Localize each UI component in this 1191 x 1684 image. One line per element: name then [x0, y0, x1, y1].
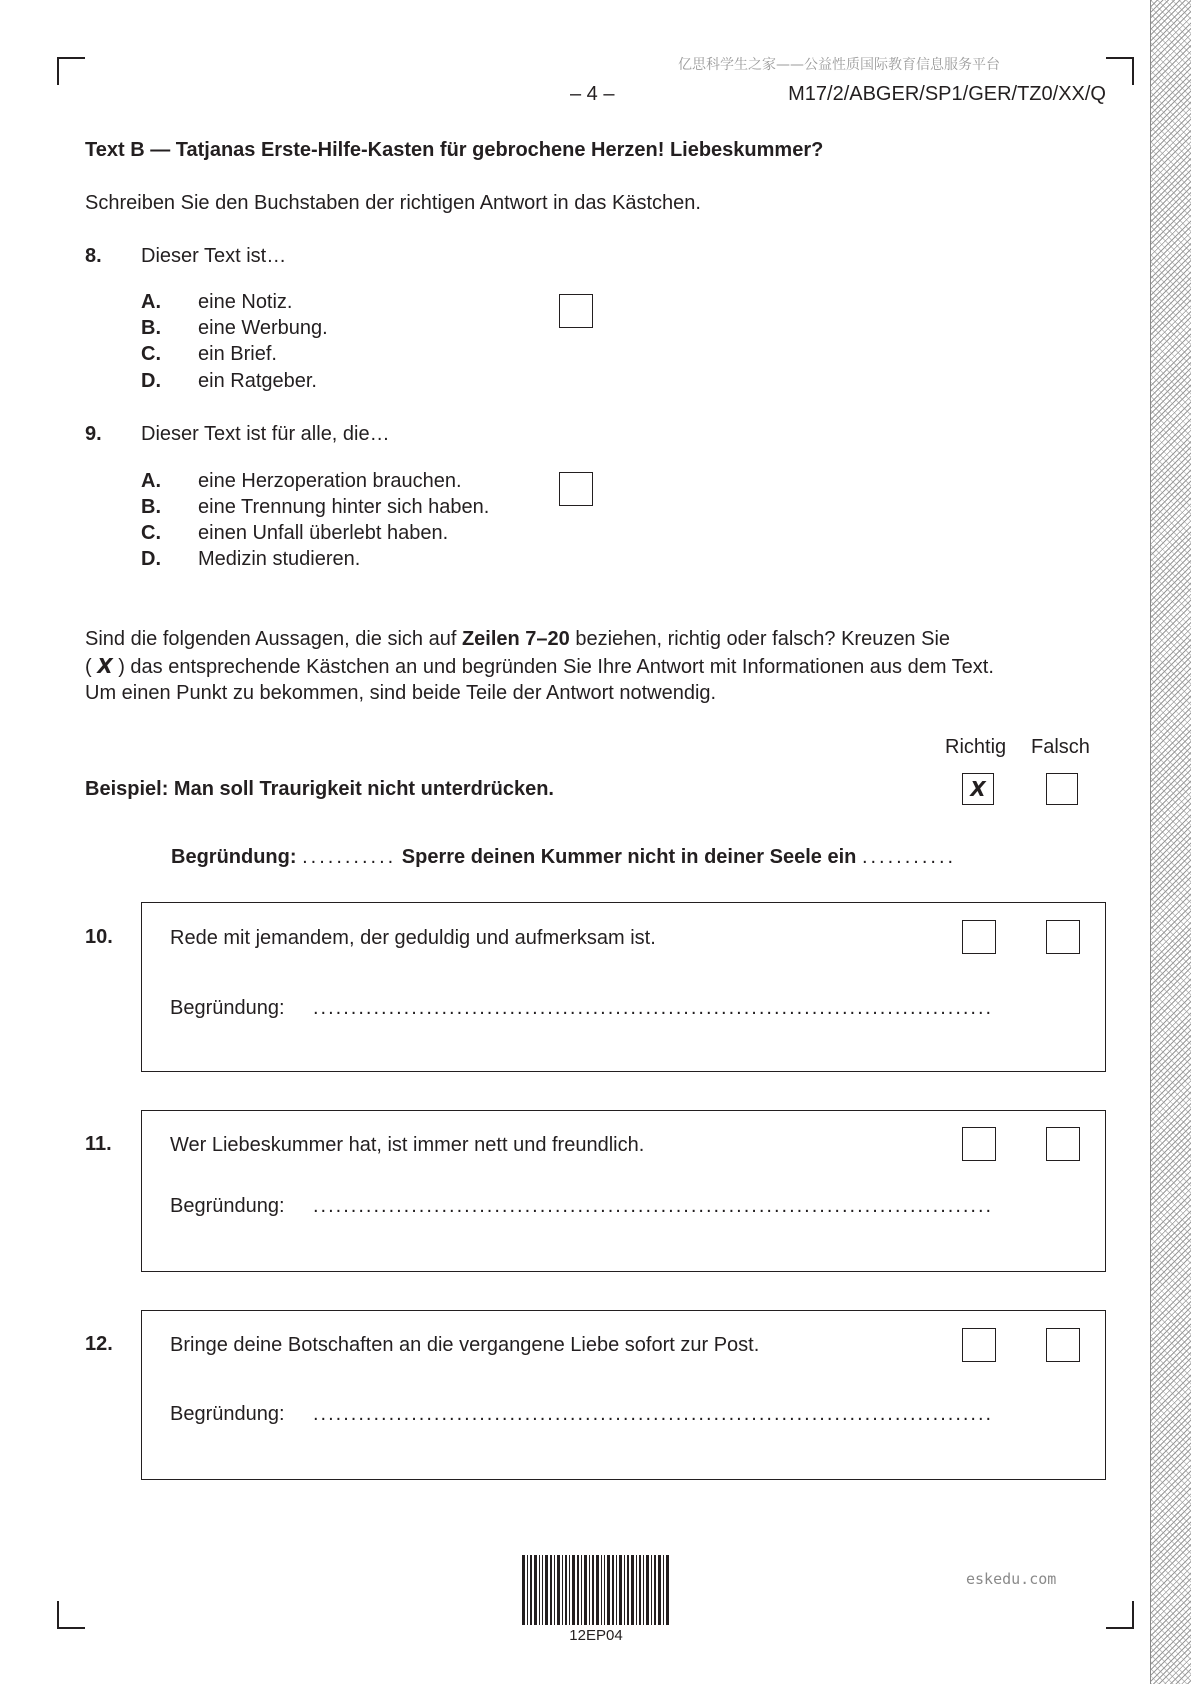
- richtig-checkbox-10[interactable]: [962, 920, 996, 954]
- option-letter: B.: [141, 317, 161, 339]
- crop-mark-bottom-right: [1106, 1601, 1134, 1629]
- question-number: 10.: [85, 926, 113, 948]
- site-watermark[interactable]: eskedu.com: [966, 1570, 1057, 1588]
- option-text: eine Trennung hinter sich haben.: [198, 496, 490, 518]
- column-header-falsch: Falsch: [1031, 736, 1090, 758]
- crop-mark-bottom-left: [57, 1601, 85, 1629]
- example-statement: Beispiel: Man soll Traurigkeit nicht unterdrücken.: [85, 778, 554, 800]
- richtig-checkbox-11[interactable]: [962, 1127, 996, 1161]
- falsch-checkbox-12[interactable]: [1046, 1328, 1080, 1362]
- question-stem: Dieser Text ist für alle, die…: [141, 423, 390, 445]
- answer-box-8[interactable]: [559, 294, 593, 328]
- justification-line-12[interactable]: ..........................................................................................: [313, 1403, 994, 1425]
- barcode-icon: [522, 1555, 670, 1625]
- justification-line-10[interactable]: ..........................................................................................: [313, 997, 994, 1019]
- richtig-checkbox-12[interactable]: [962, 1328, 996, 1362]
- question-stem: Dieser Text ist…: [141, 245, 287, 267]
- question-statement: Rede mit jemandem, der geduldig und aufmerksam ist.: [170, 927, 656, 949]
- justification-label: Begründung:: [170, 997, 285, 1019]
- example-falsch-box: [1046, 773, 1078, 805]
- justification-label: Begründung:: [170, 1403, 285, 1425]
- instruction-mc: Schreiben Sie den Buchstaben der richtigen Antwort in das Kästchen.: [85, 192, 701, 214]
- option-text: eine Werbung.: [198, 317, 328, 339]
- option-text: ein Ratgeber.: [198, 370, 317, 392]
- option-text: einen Unfall überlebt haben.: [198, 522, 449, 544]
- option-letter: A.: [141, 291, 161, 313]
- tf-instruction-line-3: Um einen Punkt zu bekommen, sind beide Teile der Antwort notwendig.: [85, 682, 717, 704]
- example-justification: Begründung: ........... Sperre deinen Kummer nicht in deiner Seele ein ...........: [171, 846, 957, 868]
- question-number: 9.: [85, 423, 102, 445]
- question-12-frame: [141, 1310, 1106, 1480]
- falsch-checkbox-11[interactable]: [1046, 1127, 1080, 1161]
- tf-instruction-line-1: Sind die folgenden Aussagen, die sich auf Zeilen 7–20 beziehen, richtig oder falsch? Kreuzen Sie: [85, 628, 951, 650]
- tf-instruction-line-2: ( X ) das entsprechende Kästchen an und begründen Sie Ihre Antwort mit Informationen aus dem Text.: [85, 654, 994, 678]
- crop-mark-top-left: [57, 57, 85, 85]
- binding-strip: [1150, 0, 1191, 1684]
- option-text: eine Herzoperation brauchen.: [198, 470, 462, 492]
- falsch-checkbox-10[interactable]: [1046, 920, 1080, 954]
- question-statement: Wer Liebeskummer hat, ist immer nett und freundlich.: [170, 1134, 645, 1156]
- page-number: – 4 –: [570, 83, 615, 105]
- option-letter: B.: [141, 496, 161, 518]
- cross-mark: X: [97, 654, 113, 678]
- question-11-frame: [141, 1110, 1106, 1272]
- paper-code: M17/2/ABGER/SP1/GER/TZ0/XX/Q: [788, 83, 1106, 105]
- question-10-frame: [141, 902, 1106, 1072]
- option-letter: A.: [141, 470, 161, 492]
- option-text: ein Brief.: [198, 343, 277, 365]
- justification-line-11[interactable]: ..........................................................................................: [313, 1195, 994, 1217]
- question-number: 12.: [85, 1333, 113, 1355]
- option-letter: C.: [141, 343, 161, 365]
- justification-label: Begründung:: [170, 1195, 285, 1217]
- crop-mark-top-right: [1106, 57, 1134, 85]
- question-number: 8.: [85, 245, 102, 267]
- option-letter: D.: [141, 370, 161, 392]
- watermark-text: 亿思科学生之家——公益性质国际教育信息服务平台: [678, 57, 1000, 73]
- option-text: eine Notiz.: [198, 291, 293, 313]
- question-statement: Bringe deine Botschaften an die vergangene Liebe sofort zur Post.: [170, 1334, 760, 1356]
- section-title: Text B — Tatjanas Erste-Hilfe-Kasten für gebrochene Herzen! Liebeskummer?: [85, 139, 824, 161]
- answer-box-9[interactable]: [559, 472, 593, 506]
- barcode-text: 12EP04: [569, 1627, 623, 1644]
- option-letter: C.: [141, 522, 161, 544]
- column-header-richtig: Richtig: [945, 736, 1007, 758]
- example-richtig-box: X: [962, 773, 994, 805]
- option-text: Medizin studieren.: [198, 548, 361, 570]
- example-answer: Sperre deinen Kummer nicht in deiner Seele ein: [401, 846, 857, 868]
- question-number: 11.: [85, 1133, 112, 1155]
- option-letter: D.: [141, 548, 161, 570]
